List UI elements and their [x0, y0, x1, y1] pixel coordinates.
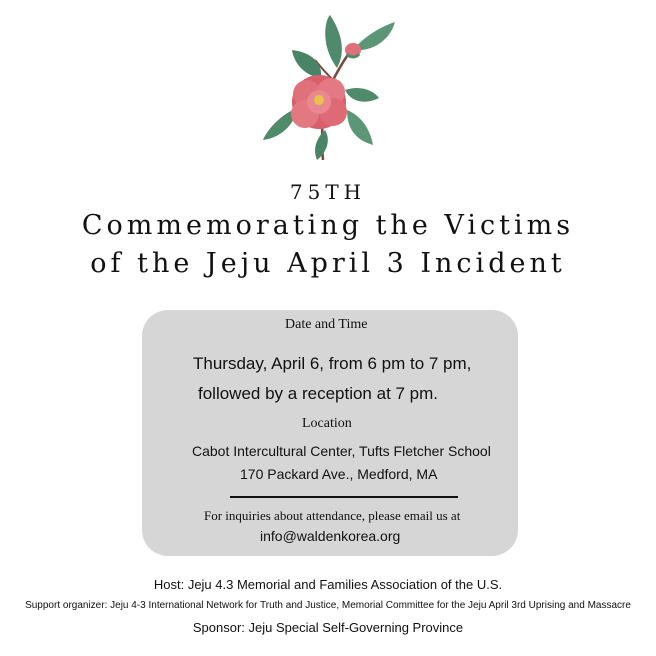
date-line-1: Thursday, April 6, from 6 pm to 7 pm, [193, 354, 472, 373]
sponsor-text: Sponsor: Jeju Special Self-Governing Province [192, 620, 464, 635]
inquiry-text: For inquiries about attendance, please email us at [204, 508, 461, 523]
edition-label: 75TH [289, 180, 367, 204]
event-title-line-1: Commemorating the Victims [81, 210, 575, 241]
date-time-label: Date and Time [285, 317, 368, 332]
host-text: Host: Jeju 4.3 Memorial and Families Association of the U.S. [153, 577, 503, 592]
location-line-1: Cabot Intercultural Center, Tufts Fletcher School [192, 443, 491, 459]
contact-email[interactable]: info@waldenkorea.org [260, 528, 401, 544]
date-line-2: followed by a reception at 7 pm. [198, 384, 439, 403]
event-details-card [142, 310, 518, 556]
camellia-flower-icon [255, 10, 405, 165]
location-line-2: 170 Packard Ave., Medford, MA [240, 466, 438, 482]
location-label: Location [302, 416, 352, 431]
event-title-line-2: of the Jeju April 3 Incident [90, 248, 566, 279]
support-organizer-text: Support organizer: Jeju 4-3 International Network for Truth and Justice, Memorial Committee for the Jeju April 3rd Uprising and Massacre [25, 600, 631, 611]
divider [230, 496, 458, 498]
